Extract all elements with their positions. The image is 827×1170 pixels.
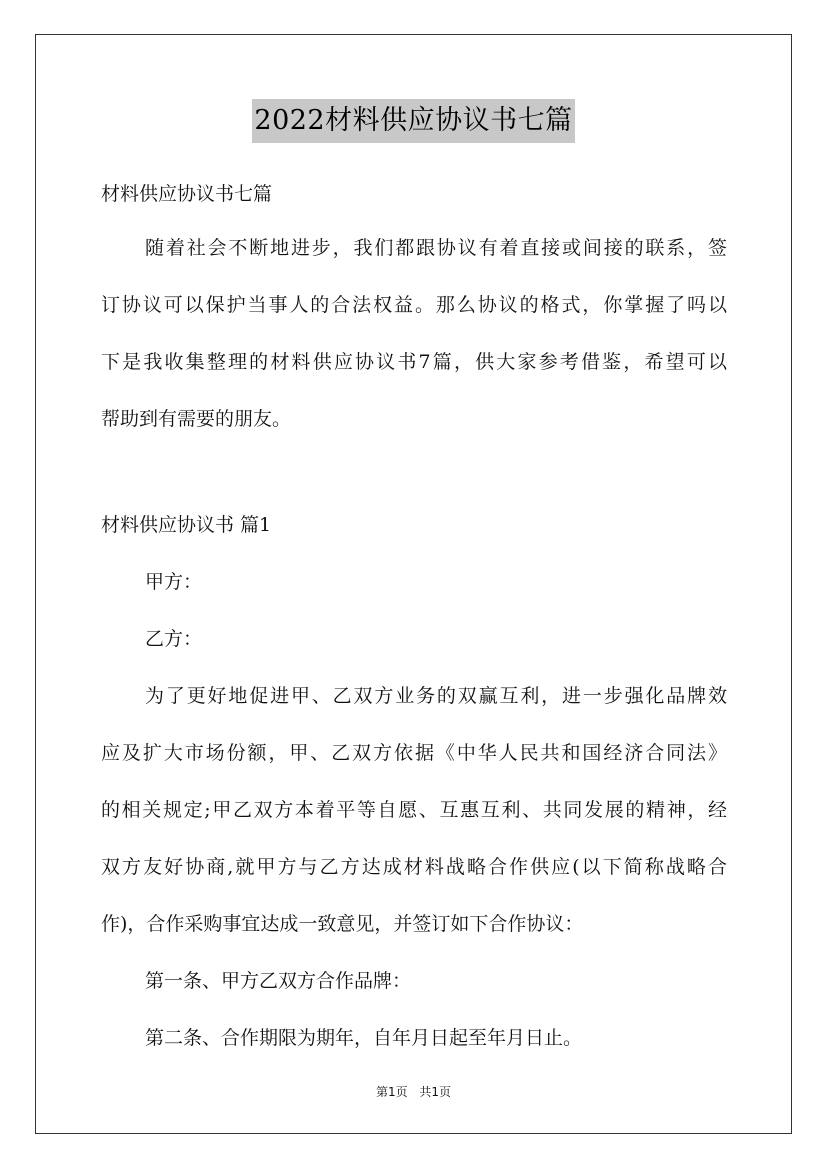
page-number: 第1页 <box>375 1085 408 1099</box>
intro-line: 随着社会不断地进步，我们都跟协议有着直接或间接的联系，签 <box>145 237 727 259</box>
document-title: 2022材料供应协议书七篇 <box>252 99 574 143</box>
party-a-label: 甲方： <box>145 571 203 593</box>
body-line: 双方友好协商,就甲方与乙方达成材料战略合作供应(以下简称战略合 <box>101 856 727 878</box>
body-line: 为了更好地促进甲、乙双方业务的双赢互利，进一步强化品牌效 <box>145 685 727 707</box>
intro-line: 下是我收集整理的材料供应协议书7篇，供大家参考借鉴，希望可以 <box>101 351 727 373</box>
page-footer <box>0 1083 827 1100</box>
article-2: 第二条、合作期限为期年，自年月日起至年月日止。 <box>145 1027 583 1049</box>
article-1: 第一条、甲方乙双方合作品牌： <box>145 970 412 992</box>
document-body <box>101 176 727 1056</box>
document-subtitle: 材料供应协议书七篇 <box>101 183 273 205</box>
intro-line: 帮助到有需要的朋友。 <box>101 408 292 430</box>
body-line: 应及扩大市场份额，甲、乙双方依据《中华人民共和国经济合同法》 <box>101 742 727 764</box>
intro-paragraph <box>101 230 727 437</box>
body-line: 作)，合作采购事宜达成一致意见，并签订如下合作协议： <box>101 913 584 935</box>
body-line: 的相关规定;甲乙双方本着平等自愿、互惠互利、共同发展的精神，经 <box>101 799 727 821</box>
section-heading: 材料供应协议书 篇1 <box>101 514 272 536</box>
party-b-label: 乙方： <box>145 628 203 650</box>
page-total: 共1页 <box>419 1085 452 1099</box>
title-container <box>0 99 827 143</box>
intro-line: 订协议可以保护当事人的合法权益。那么协议的格式，你掌握了吗以 <box>101 294 727 316</box>
body-paragraph <box>101 678 727 942</box>
